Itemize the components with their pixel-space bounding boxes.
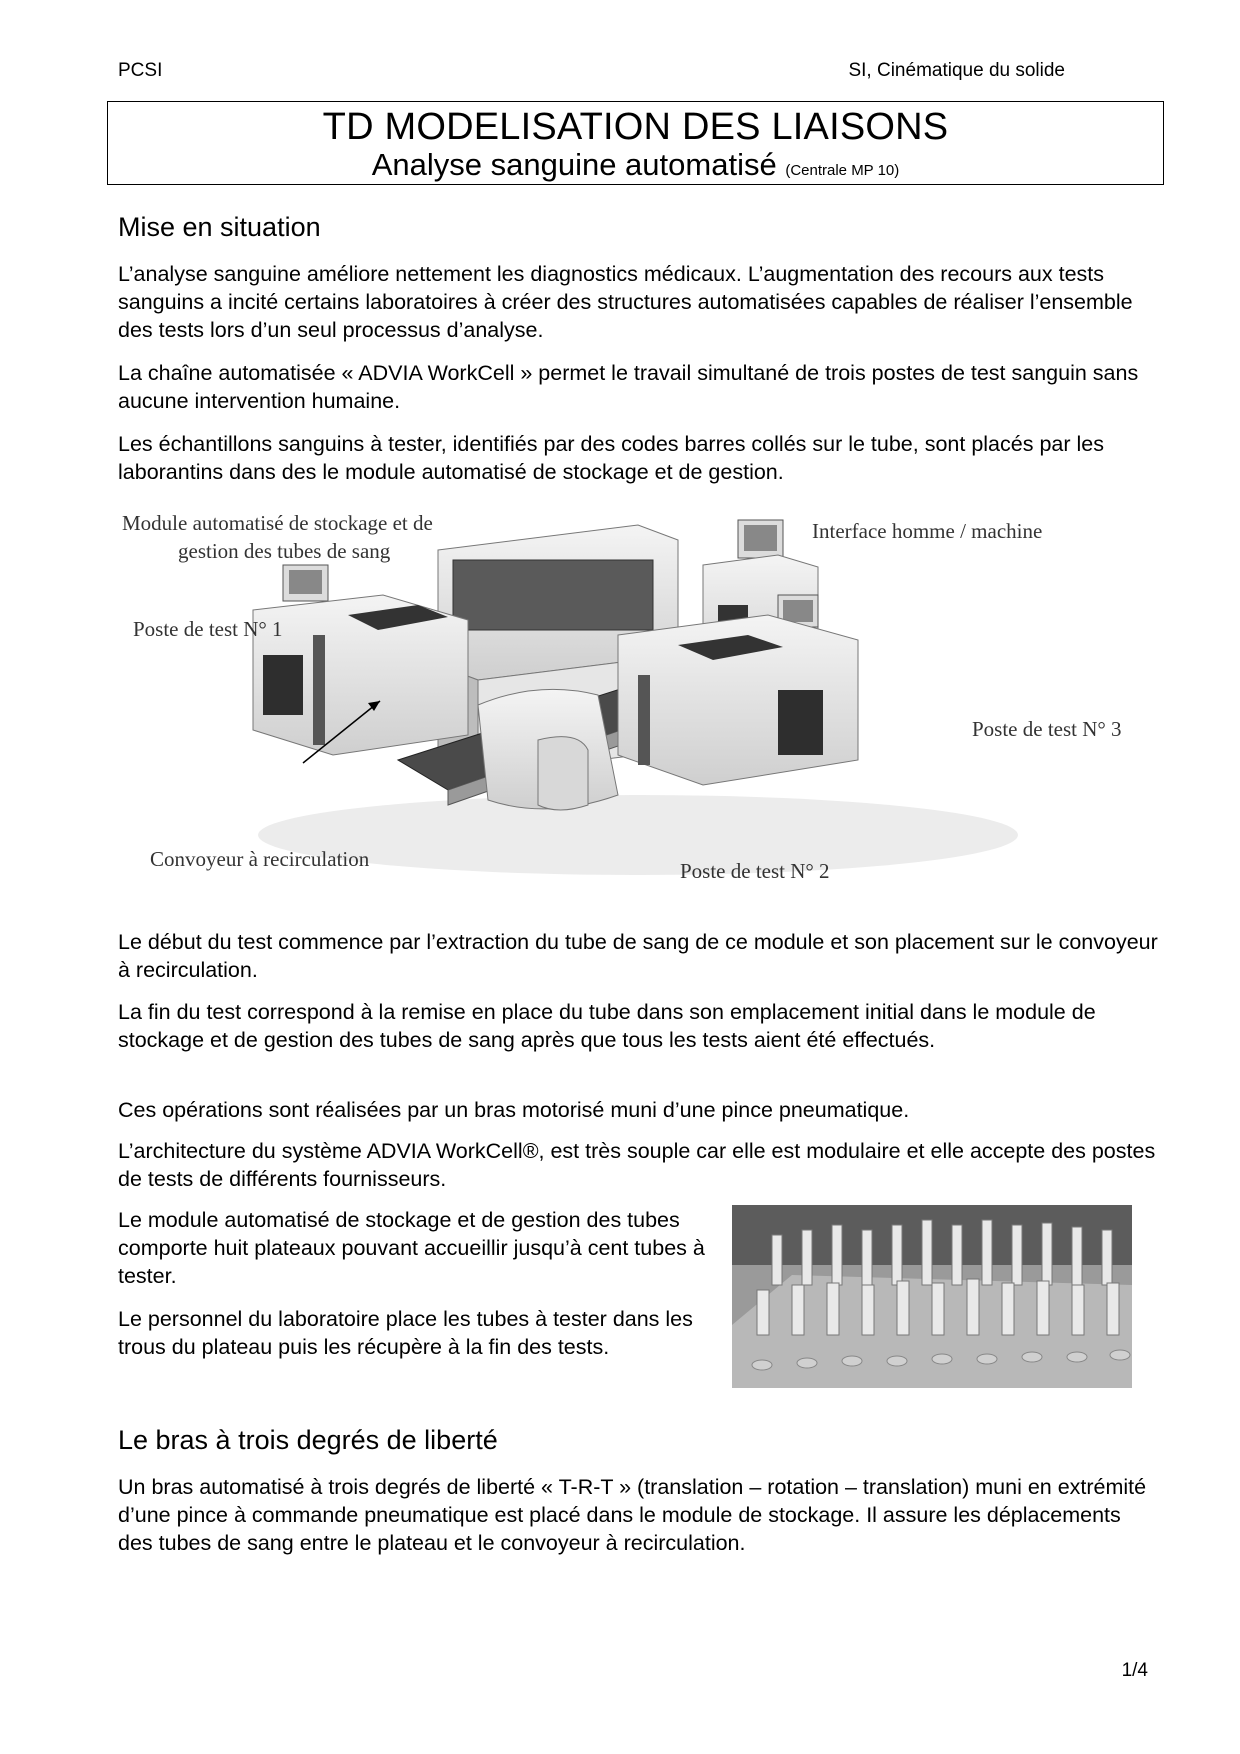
paragraph-6: Ces opérations sont réalisées par un bras motorisé muni d’une pince pneumatique. (118, 1098, 910, 1122)
paragraph-10: Un bras automatisé à trois degrés de liberté « T-R-T » (translation – rotation – translation) muni en extrémité d’une pince à commande pneumatique est placé dans le module de stockage. Il assure les déplacements des tubes de sang entre le plateau et le convoyeur à recirculation. (118, 1475, 1147, 1555)
section-heading-mise-en-situation: Mise en situation (118, 212, 321, 242)
paragraph-5: La fin du test correspond à la remise en place du tube dans son emplacement initial dans le module de stockage et de gestion des tubes de sang après que tous les tests aient été effectués. (118, 1000, 1096, 1052)
section-heading-bras: Le bras à trois degrés de liberté (118, 1425, 498, 1455)
page-subtitle (108, 147, 1163, 183)
title-box (107, 101, 1164, 185)
workcell-figure (118, 505, 1158, 890)
fig-label-module-1: Module automatisé de stockage et de (122, 511, 433, 535)
paragraph-7: L’architecture du système ADVIA WorkCell®, est très souple car elle est modulaire et elle accepte des postes de tests de différents fournisseurs. (118, 1139, 1156, 1191)
header-right: SI, Cinématique du solide (848, 60, 1065, 81)
poste-2-shape (478, 689, 618, 810)
header-left: PCSI (118, 60, 163, 81)
page-title: TD MODELISATION DES LIAISONS (322, 106, 949, 148)
subtitle-text: Analyse sanguine automatisé (371, 147, 777, 182)
paragraph-8: Le module automatisé de stockage et de gestion des tubes comporte huit plateaux pouvant accueillir jusqu’à cent tubes à tester. (118, 1208, 705, 1288)
fig-label-module-2: gestion des tubes de sang (178, 539, 391, 563)
paragraph-2: La chaîne automatisée « ADVIA WorkCell » permet le travail simultané de trois postes de test sanguin sans aucune intervention humaine. (118, 361, 1139, 413)
fig-label-interface: Interface homme / machine (812, 519, 1043, 543)
page-number: 1/4 (1121, 1660, 1148, 1681)
fig-label-convoyeur: Convoyeur à recirculation (150, 847, 370, 871)
poste-1-shape (253, 565, 468, 755)
fig-label-poste-1: Poste de test N° 1 (133, 617, 283, 641)
tube-tray-photo (732, 1205, 1132, 1388)
subtitle-source: (Centrale MP 10) (785, 162, 900, 179)
paragraph-1: L’analyse sanguine améliore nettement les diagnostics médicaux. L’augmentation des recours aux tests sanguins a incité certains laboratoires à créer des structures automatisées capables de réaliser l’ensemble des tests lors d’un seul processus d’analyse. (118, 262, 1133, 342)
paragraph-4: Le début du test commence par l’extraction du tube de sang de ce module et son placement sur le convoyeur à recirculation. (118, 930, 1158, 982)
paragraph-3: Les échantillons sanguins à tester, identifiés par des codes barres collés sur le tube, sont placés par les laborantins dans des le module automatisé de stockage et de gestion. (118, 432, 1104, 484)
fig-label-poste-3: Poste de test N° 3 (972, 717, 1122, 741)
fig-label-poste-2: Poste de test N° 2 (680, 859, 830, 883)
paragraph-9: Le personnel du laboratoire place les tubes à tester dans les trous du plateau puis les récupère à la fin des tests. (118, 1307, 693, 1359)
tube-tray-illustration (732, 1205, 1132, 1388)
